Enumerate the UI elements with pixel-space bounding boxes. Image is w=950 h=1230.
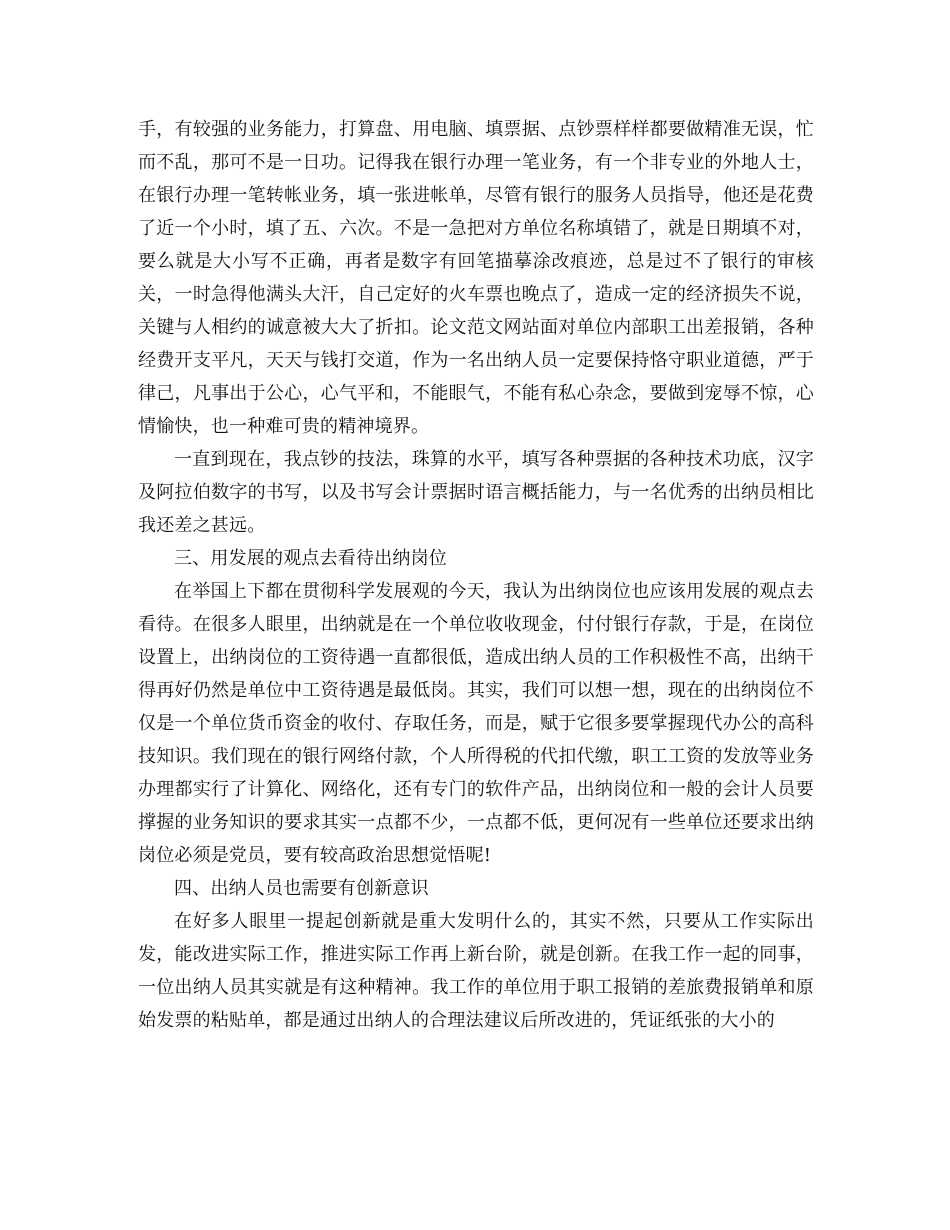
- paragraph-3: 在举国上下都在贯彻科学发展观的今天，我认为出纳岗位也应该用发展的观点去看待。在很多人眼里，出纳就是在一个单位收收现金，付付银行存款，于是，在岗位设置上，出纳岗位的工资待遇一直都很低，造成出纳人员的工作积极性不高，出纳干得再好仍然是单位中工资待遇是最低岗。其实，我们可以想一想，现在的出纳岗位不仅是一个单位货币资金的收付、存取任务，而是，赋于它很多要掌握现代办公的高科技知识。我们现在的银行网络付款，个人所得税的代扣代缴，职工工资的发放等业务办理都实行了计算化、网络化，还有专门的软件产品，出纳岗位和一般的会计人员要撑握的业务知识的要求其实一点都不少，一点都不低，更何况有一些单位还要求出纳岗位必须是党员，要有较高政治思想觉悟呢!: [138, 581, 814, 866]
- document-body: [138, 113, 814, 1037]
- paragraph-4: 在好多人眼里一提起创新就是重大发明什么的，其实不然，只要从工作实际出发，能改进实际工作，推进实际工作再上新台阶，就是创新。在我工作一起的同事，一位出纳人员其实就是有这种精神。我工作的单位用于职工报销的差旅费报销单和原始发票的粘贴单，都是通过出纳人的合理法建议后所改进的，凭证纸张的大小的: [138, 911, 814, 1031]
- paragraph-1: 手，有较强的业务能力，打算盘、用电脑、填票据、点钞票样样都要做精准无误，忙而不乱，那可不是一日功。记得我在银行办理一笔业务，有一个非专业的外地人士，在银行办理一笔转帐业务，填一张进帐单，尽管有银行的服务人员指导，他还是花费了近一个小时，填了五、六次。不是一急把对方单位名称填错了，就是日期填不对，要么就是大小写不正确，再者是数字有回笔描摹涂改痕迹，总是过不了银行的审核关，一时急得他满头大汗，自己定好的火车票也晚点了，造成一定的经济损失不说，关键与人相约的诚意被大大了折扣。论文范文网站面对单位内部职工出差报销，各种经费开支平凡，天天与钱打交道，作为一名出纳人员一定要保持恪守职业道德，严于律己，凡事出于公心，心气平和，不能眼气，不能有私心杂念，要做到宠辱不惊，心情愉快，也一种难可贵的精神境界。: [138, 119, 814, 437]
- paragraph-2: 一直到现在，我点钞的技法，珠算的水平，填写各种票据的各种技术功底，汉字及阿拉伯数字的书写，以及书写会计票据时语言概括能力，与一名优秀的出纳员相比我还差之甚远。: [138, 449, 814, 536]
- section-heading-4: 四、出纳人员也需要有创新意识: [174, 878, 429, 899]
- section-heading-3: 三、用发展的观点去看待出纳岗位: [174, 548, 447, 569]
